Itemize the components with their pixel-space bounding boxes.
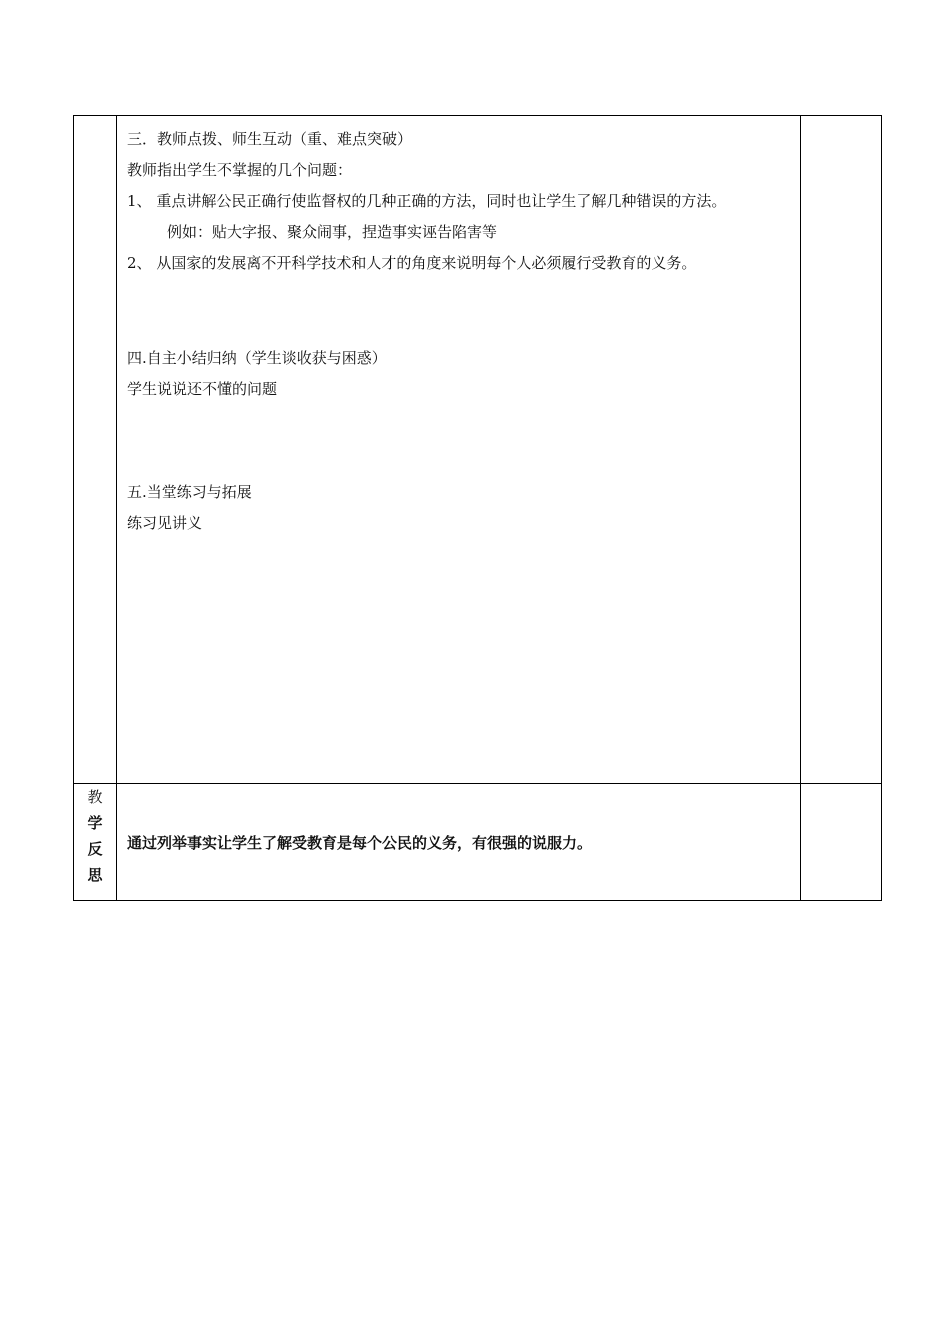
reflection-label-char: 思 <box>87 866 103 884</box>
reflection-label <box>74 784 117 901</box>
list-item-number: 2、 <box>127 254 152 272</box>
main-content-cell <box>117 116 801 784</box>
reflection-text: 通过列举事实让学生了解受教育是每个公民的义务，有很强的说服力。 <box>127 834 593 852</box>
section3-heading: 三．教师点拨、师生互动（重、难点突破） <box>127 130 413 148</box>
reflection-label-char: 学 <box>87 814 103 832</box>
list-item-number: 1、 <box>127 192 152 210</box>
list-item-text: 重点讲解公民正确行使监督权的几种正确的方法，同时也让学生了解几种错误的方法。 <box>156 192 727 210</box>
section5-heading: 五.当堂练习与拓展 <box>127 483 252 501</box>
list-item-example: 例如：贴大字报、聚众闹事，捏造事实诬告陷害等 <box>167 223 498 241</box>
right-blank-cell <box>801 116 882 784</box>
left-label-cell <box>74 116 117 784</box>
table-row-main <box>74 116 882 784</box>
table-row-reflection <box>74 784 882 901</box>
reflection-blank-cell <box>801 784 882 901</box>
reflection-content-cell <box>117 784 801 901</box>
list-item <box>127 186 800 217</box>
section3-intro: 教师指出学生不掌握的几个问题： <box>127 161 353 179</box>
list-item <box>127 248 800 279</box>
reflection-label-char: 反 <box>87 840 103 858</box>
lesson-plan-table <box>73 115 882 901</box>
list-item-text: 从国家的发展离不开科学技术和人才的角度来说明每个人必须履行受教育的义务。 <box>156 254 697 272</box>
section4-heading: 四.自主小结归纳（学生谈收获与困惑） <box>127 349 387 367</box>
reflection-label-char: 教 <box>87 788 103 806</box>
section5-body: 练习见讲义 <box>127 514 203 532</box>
section4-body: 学生说说还不懂的问题 <box>127 380 278 398</box>
